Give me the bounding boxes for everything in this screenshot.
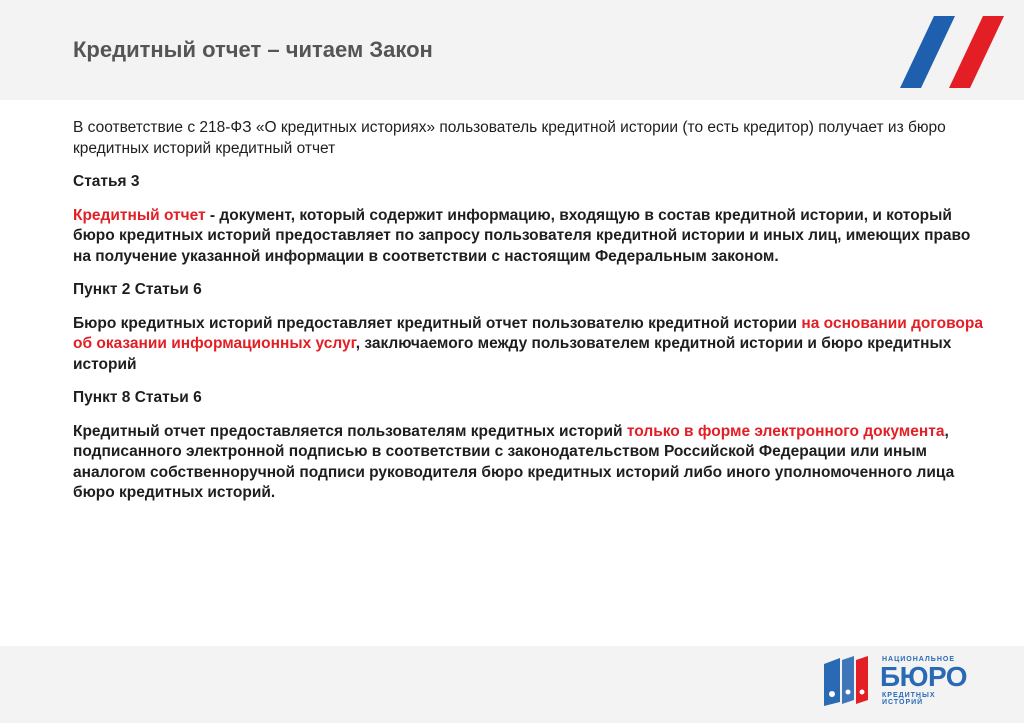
section3-text-b: , подписанного электронной подписью в соответствии с законодательством Российской Федерации или иным аналогом собственноручной подписи руководителя бюро кредитных историй либо иного уполномоченного лица бюро кредитных историй. (73, 422, 955, 501)
page-title: Кредитный отчет – читаем Закон (73, 37, 433, 62)
section1-highlight: Кредитный отчет (73, 206, 206, 224)
section1-text: - документ, который содержит информацию, входящую в состав кредитной истории, и который бюро кредитных историй предоставляет по запросу пользователя кредитной истории и иных лиц, имеющих право на получение указанной информации в соответствии с настоящим Федеральным законом. (73, 206, 971, 265)
intro-text: В соответствие с 218-ФЗ «О кредитных историях» пользователь кредитной истории (то есть кредитор) получает из бюро кредитных историй кредитный отчет (73, 119, 946, 157)
section2-highlight: на основании договора об оказании информационных услуг (73, 314, 983, 352)
document-body (73, 118, 985, 517)
section1-paragraph (73, 206, 985, 268)
section2-text-a: Бюро кредитных историй предоставляет кредитный отчет пользователю кредитной истории (73, 314, 802, 332)
section3-text-a: Кредитный отчет предоставляется пользователям кредитных историй (73, 422, 627, 440)
section3-heading: Пункт 8 Статьи 6 (73, 389, 202, 406)
section-heading (73, 172, 985, 193)
section-heading (73, 388, 985, 409)
logo-top-text: НАЦИОНАЛЬНОЕ (882, 656, 956, 663)
section3-paragraph (73, 422, 985, 504)
binder-icon (818, 650, 878, 710)
logo-main-text: БЮРО (880, 661, 968, 692)
intro-paragraph (73, 118, 985, 159)
section2-text-b: , заключаемого между пользователем кредитной истории и бюро кредитных историй (73, 335, 952, 373)
bureau-logo (818, 650, 968, 710)
section2-paragraph (73, 314, 985, 376)
logo-bottom-text: КРЕДИТНЫХ ИСТОРИЙ (882, 692, 936, 706)
section2-heading: Пункт 2 Статьи 6 (73, 281, 202, 298)
section-heading (73, 280, 985, 301)
section1-heading: Статья 3 (73, 173, 140, 190)
section3-highlight: только в форме электронного документа (626, 422, 945, 440)
